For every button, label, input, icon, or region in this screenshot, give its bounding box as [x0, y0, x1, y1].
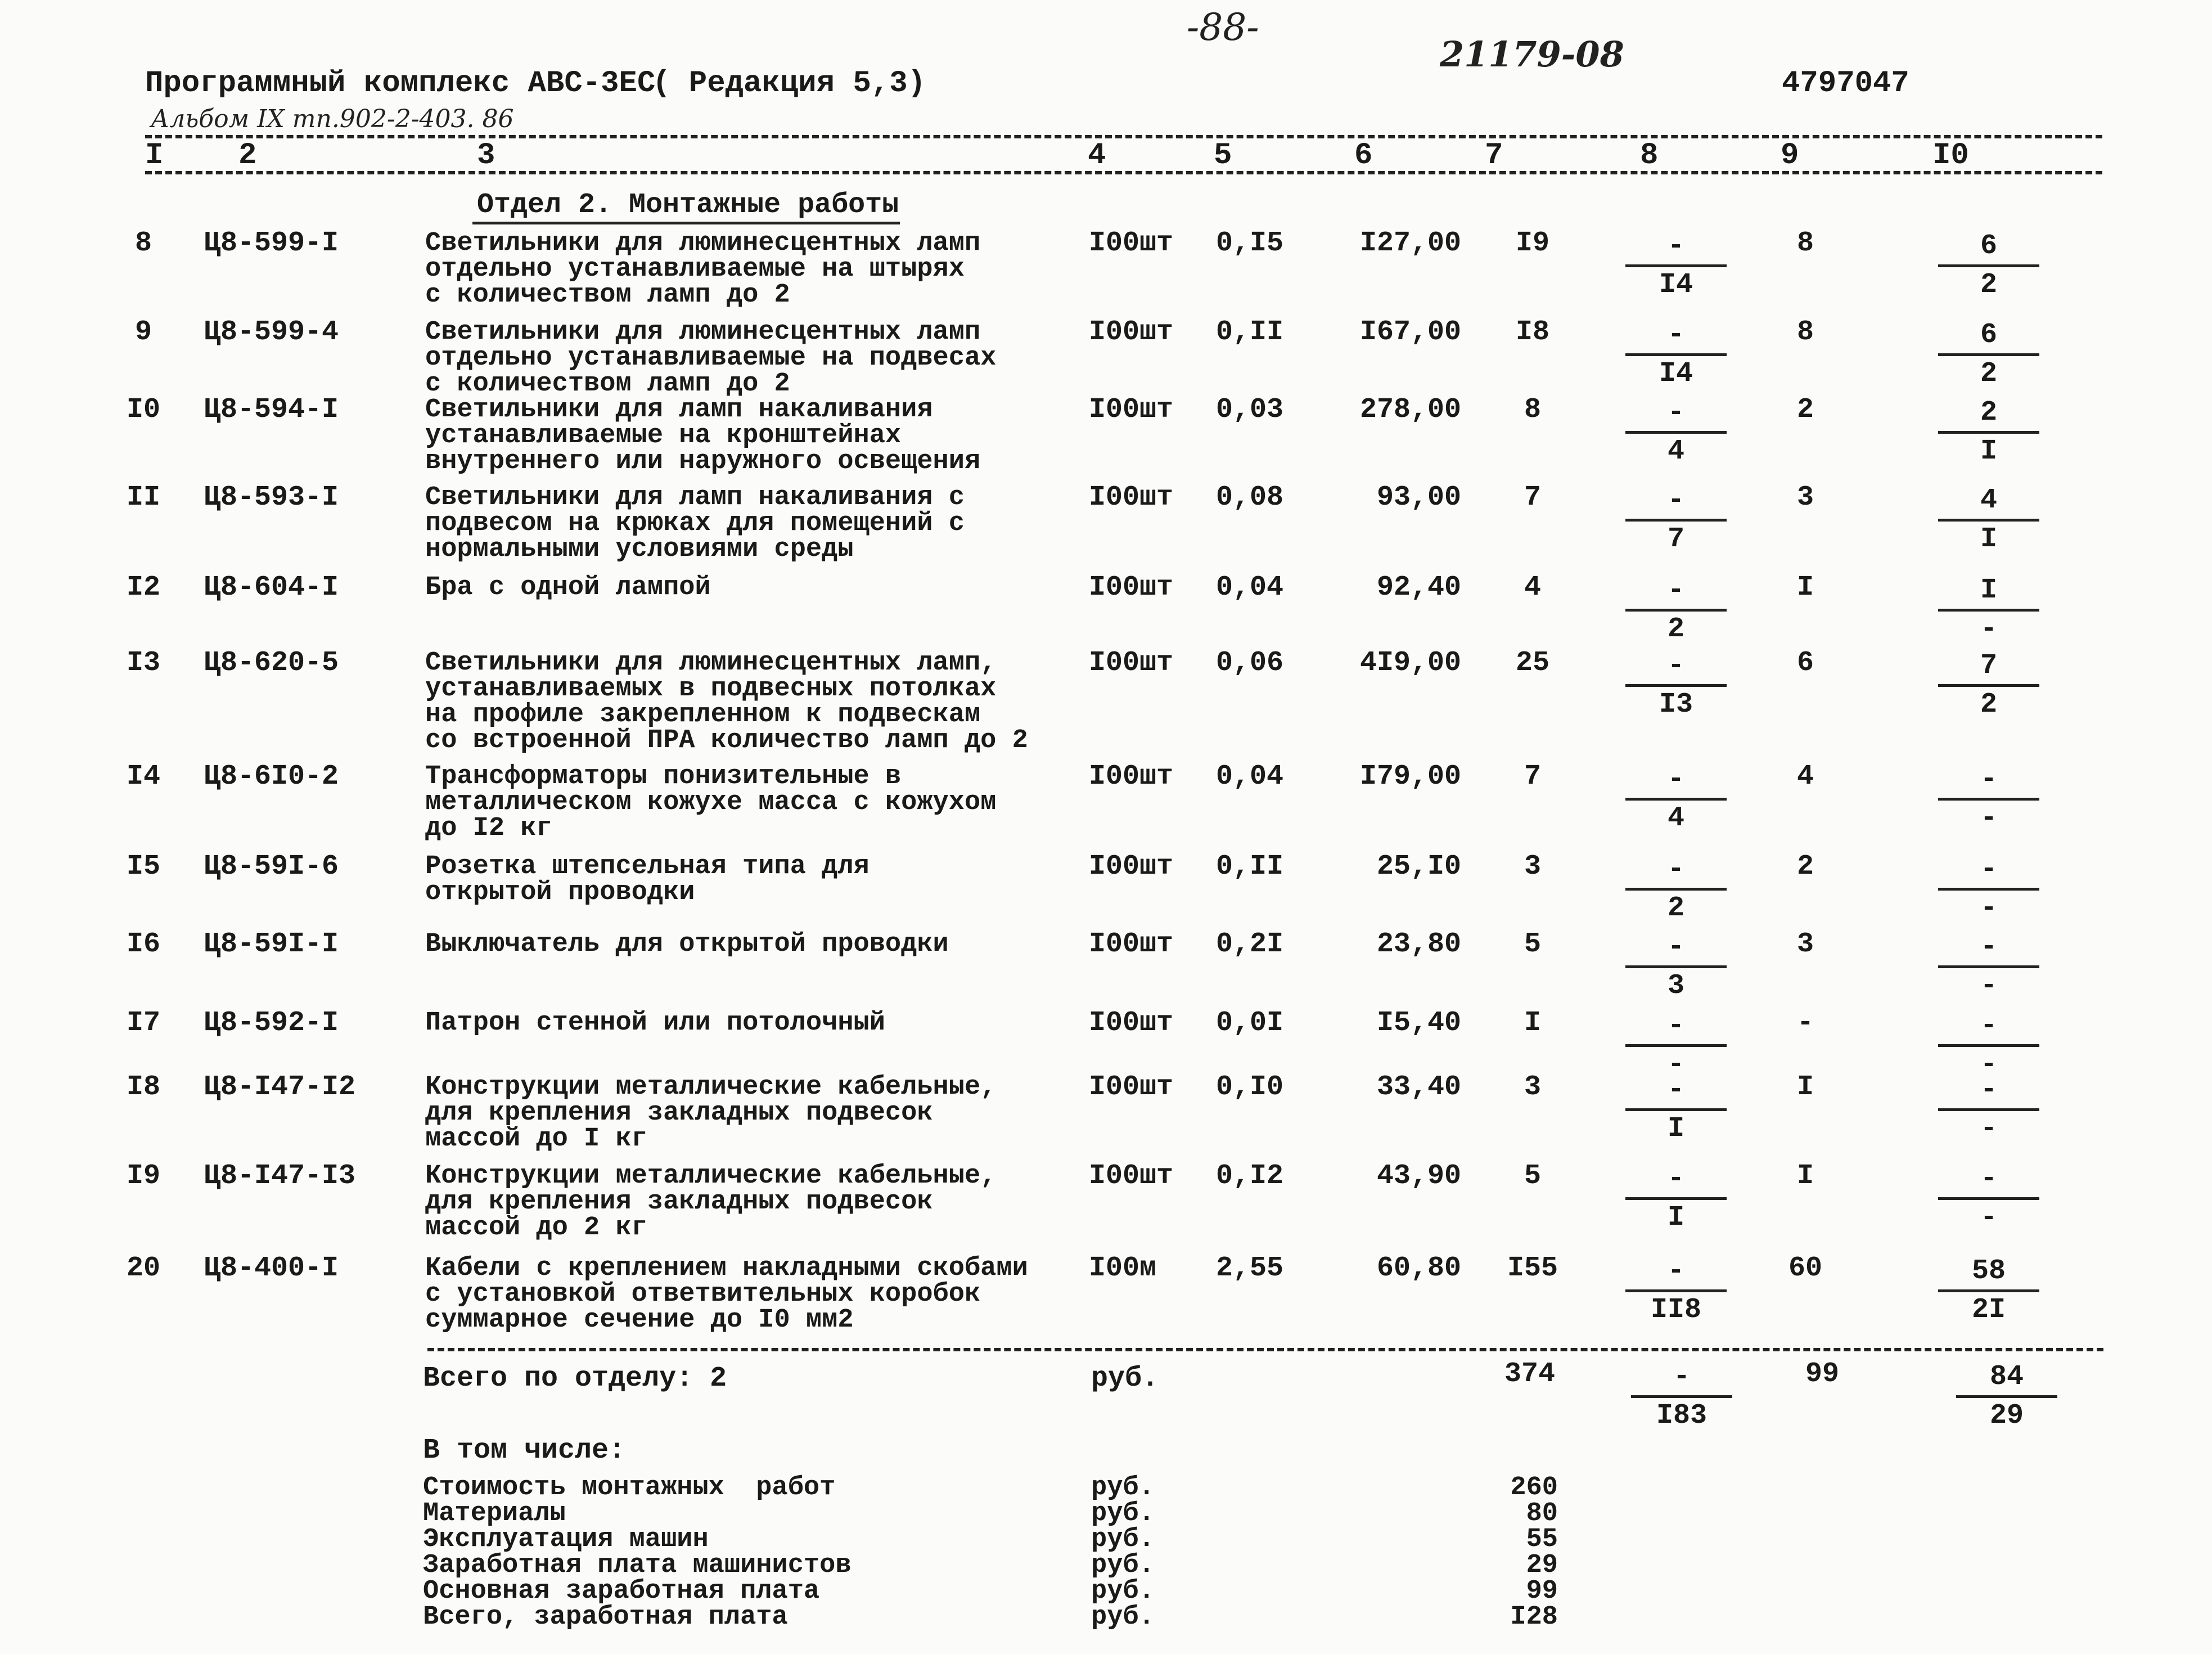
row-col8-fraction-top: - [1667, 319, 1684, 351]
row-total: 7 [1524, 761, 1541, 793]
row-col8-fraction [1625, 397, 1727, 468]
row-col10-fraction-bottom: - [1980, 892, 1997, 924]
row-total: 5 [1524, 928, 1541, 960]
row-col8-fraction [1625, 575, 1727, 645]
breakdown-unit: руб. [1091, 1525, 1155, 1554]
row-quantity: 0,03 [1216, 394, 1284, 426]
row-unit: I00шт [1089, 1007, 1174, 1039]
breakdown-label: Заработная плата машинистов [423, 1550, 852, 1580]
stamp-number: 21179-08 [1440, 34, 1624, 75]
row-col8-fraction [1625, 1075, 1727, 1145]
row-number: II [126, 482, 160, 514]
column-header: 9 [1781, 138, 1799, 173]
row-quantity: 0,04 [1216, 572, 1284, 604]
row-total: 3 [1524, 851, 1541, 883]
summary-label: Всего по отделу: 2 [423, 1363, 727, 1395]
breakdown-unit: руб. [1091, 1550, 1155, 1580]
breakdown-label: Материалы [423, 1499, 566, 1529]
row-col10-fraction-top: 7 [1980, 650, 1997, 682]
breakdown-value: 260 [1510, 1473, 1558, 1503]
row-col9: I [1796, 1071, 1814, 1103]
row-unit: I00шт [1089, 928, 1174, 960]
row-price: 23,80 [1376, 928, 1461, 960]
breakdown-label: Основная заработная плата [423, 1576, 820, 1606]
row-col10-fraction-bottom: - [1980, 802, 1997, 834]
summary-col10-fraction [1956, 1361, 2057, 1432]
row-col8-fraction [1625, 1010, 1727, 1081]
row-description: Выключатель для открытой проводки [425, 929, 949, 959]
column-header: 4 [1088, 138, 1106, 173]
row-col10-fraction-top: - [1980, 853, 1997, 886]
row-total: 4 [1524, 572, 1541, 604]
column-header: 6 [1354, 138, 1373, 173]
row-col8-fraction-bottom: I3 [1659, 689, 1693, 721]
row-col8-fraction-bottom: - [1667, 1049, 1684, 1081]
row-price: I5,40 [1376, 1007, 1461, 1039]
row-col8-fraction [1625, 1256, 1727, 1326]
row-col9: 6 [1796, 647, 1814, 679]
row-col8-fraction-top: - [1667, 853, 1684, 886]
breakdown-unit: руб. [1091, 1602, 1155, 1632]
summary-total: 374 [1504, 1358, 1555, 1390]
row-unit: I00м [1089, 1252, 1157, 1284]
column-header: 7 [1485, 138, 1503, 173]
row-unit: I00шт [1089, 227, 1174, 259]
row-col10-fraction-bottom: - [1980, 613, 1997, 645]
row-code: Ц8-604-I [204, 572, 339, 604]
row-total: I [1524, 1007, 1541, 1039]
including-label: В том числе: [423, 1435, 626, 1467]
row-col9: 8 [1796, 227, 1814, 259]
row-price: I27,00 [1359, 227, 1461, 259]
row-col10-fraction-top: - [1980, 1010, 1997, 1042]
row-col10-fraction-bottom: - [1980, 970, 1997, 1002]
row-col9: I [1796, 1160, 1814, 1192]
breakdown-value: 80 [1526, 1499, 1558, 1529]
header-bottom-rule [145, 171, 2102, 174]
row-col10-fraction-bottom: - [1980, 1202, 1997, 1234]
row-col10-fraction-bottom: 2 [1980, 358, 1997, 390]
row-unit: I00шт [1089, 1071, 1174, 1103]
row-number: I4 [126, 761, 160, 793]
row-description: Светильники для ламп накаливания с подвесом на крюках для помещений с нормальными условиями среды [425, 483, 965, 564]
row-col8-fraction-bottom: II8 [1650, 1294, 1701, 1326]
row-number: 8 [134, 227, 152, 259]
summary-col9: 99 [1805, 1358, 1839, 1390]
row-quantity: 2,55 [1216, 1252, 1284, 1284]
row-col10-fraction-top: 2 [1980, 397, 1997, 429]
row-col10-fraction [1938, 932, 2039, 1002]
row-col8-fraction-top: - [1667, 1074, 1684, 1106]
breakdown-label: Эксплуатация машин [423, 1525, 709, 1554]
row-code: Ц8-59I-6 [204, 851, 339, 883]
row-col8-fraction-top: - [1667, 397, 1684, 429]
row-col10-fraction [1938, 1075, 2039, 1145]
program-title: Программный комплекс АВС-3ЕС [145, 66, 656, 101]
row-col10-fraction [1938, 1010, 2039, 1081]
row-total: I55 [1507, 1252, 1558, 1284]
row-price: 278,00 [1359, 394, 1461, 426]
summary-col10-top: 84 [1989, 1361, 2024, 1393]
breakdown-value: 99 [1526, 1576, 1558, 1606]
row-quantity: 0,II [1216, 316, 1284, 348]
row-description: Светильники для люминесцентных ламп, устанавливаемых в подвесных потолках на профиле закрепленном к подвескам со встроенной ПРА количество ламп до 2 [425, 648, 1028, 756]
row-col10-fraction-top: 6 [1980, 230, 1997, 262]
row-code: Ц8-I47-I2 [204, 1071, 356, 1103]
row-col10-fraction-top: 6 [1980, 319, 1997, 351]
row-code: Ц8-620-5 [204, 647, 339, 679]
summary-col8-fraction [1631, 1361, 1732, 1432]
row-number: I2 [126, 572, 160, 604]
row-col8-fraction-bottom: 2 [1667, 613, 1684, 645]
row-unit: I00шт [1089, 482, 1174, 514]
row-col10-fraction [1938, 485, 2039, 555]
row-code: Ц8-594-I [204, 394, 339, 426]
row-number: I7 [126, 1007, 160, 1039]
row-unit: I00шт [1089, 572, 1174, 604]
row-col8-fraction-top: - [1667, 574, 1684, 606]
row-col10-fraction-top: - [1980, 1163, 1997, 1195]
row-col8-fraction [1625, 1163, 1727, 1234]
section-title-underline [472, 222, 900, 224]
row-col8-fraction-bottom: I4 [1659, 269, 1693, 301]
page-number: -88- [1187, 6, 1259, 49]
row-number: I8 [126, 1071, 160, 1103]
row-unit: I00шт [1089, 1160, 1174, 1192]
album-note: Альбом IX тп.902-2-403. 86 [151, 105, 514, 133]
row-col10-fraction [1938, 1163, 2039, 1234]
breakdown-label: Всего, заработная плата [423, 1602, 788, 1632]
row-quantity: 0,I5 [1216, 227, 1284, 259]
row-col8-fraction-bottom: I4 [1659, 358, 1693, 390]
row-number: 20 [126, 1252, 160, 1284]
row-col8-fraction-top: - [1667, 1163, 1684, 1195]
row-description: Светильники для ламп накаливания устанавливаемые на кронштейнах внутреннего или наружного освещения [425, 395, 981, 477]
row-col9: 8 [1796, 316, 1814, 348]
row-col9: I [1796, 572, 1814, 604]
row-quantity: 0,I2 [1216, 1160, 1284, 1192]
row-col8-fraction-bottom: 4 [1667, 435, 1684, 468]
row-description: Бра с одной лампой [425, 573, 711, 603]
row-quantity: 0,II [1216, 851, 1284, 883]
row-col8-fraction-bottom: I [1667, 1202, 1684, 1234]
row-col10-fraction-bottom: 2I [1971, 1294, 2006, 1326]
summary-rule [427, 1348, 2103, 1351]
row-col8-fraction-top: - [1667, 230, 1684, 262]
row-number: I3 [126, 647, 160, 679]
row-col10-fraction [1938, 320, 2039, 390]
row-col10-fraction [1938, 764, 2039, 834]
row-description: Розетка штепсельная типа для открытой проводки [425, 852, 870, 907]
breakdown-value: I28 [1510, 1602, 1558, 1632]
summary-col8-bottom: I83 [1656, 1400, 1707, 1432]
row-col8-fraction-top: - [1667, 1010, 1684, 1042]
row-price: 25,I0 [1376, 851, 1461, 883]
breakdown-unit: руб. [1091, 1499, 1155, 1529]
row-total: I8 [1515, 316, 1549, 348]
row-price: 92,40 [1376, 572, 1461, 604]
row-col10-fraction [1938, 231, 2039, 301]
row-description: Трансформаторы понизительные в металлическом кожухе масса с кожухом до I2 кг [425, 762, 997, 843]
row-col8-fraction [1625, 650, 1727, 721]
row-col10-fraction [1938, 854, 2039, 924]
row-col10-fraction [1938, 650, 2039, 721]
row-col8-fraction-bottom: 3 [1667, 970, 1684, 1002]
row-col10-fraction-top: - [1980, 1074, 1997, 1106]
row-description: Кабели с креплением накладными скобами с установкой ответвительных коробок суммарное сечение до I0 мм2 [425, 1253, 1028, 1335]
row-col10-fraction-bottom: - [1980, 1049, 1997, 1081]
row-code: Ц8-592-I [204, 1007, 339, 1039]
row-quantity: 0,04 [1216, 761, 1284, 793]
row-col8-fraction-bottom: 4 [1667, 802, 1684, 834]
row-price: 33,40 [1376, 1071, 1461, 1103]
row-col9: - [1796, 1007, 1814, 1039]
row-unit: I00шт [1089, 647, 1174, 679]
row-total: 5 [1524, 1160, 1541, 1192]
row-col9: 60 [1788, 1252, 1822, 1284]
row-col10-fraction-top: - [1980, 931, 1997, 963]
breakdown-value: 55 [1526, 1525, 1558, 1554]
row-quantity: 0,2I [1216, 928, 1284, 960]
row-col8-fraction [1625, 231, 1727, 301]
row-code: Ц8-I47-I3 [204, 1160, 356, 1192]
row-col10-fraction [1938, 1256, 2039, 1326]
row-col10-fraction-top: I [1980, 574, 1997, 606]
row-col8-fraction [1625, 932, 1727, 1002]
row-col10-fraction-top: 58 [1971, 1255, 2006, 1287]
row-total: 7 [1524, 482, 1541, 514]
row-description: Конструкции металлические кабельные, для крепления закладных подвесок массой до I кг [425, 1072, 997, 1154]
row-col10-fraction-bottom: - [1980, 1113, 1997, 1145]
row-price: I67,00 [1359, 316, 1461, 348]
row-unit: I00шт [1089, 316, 1174, 348]
row-number: I9 [126, 1160, 160, 1192]
row-code: Ц8-593-I [204, 482, 339, 514]
row-description: Светильники для люминесцентных ламп отдельно устанавливаемые на подвесах с количеством ламп до 2 [425, 317, 997, 399]
row-quantity: 0,06 [1216, 647, 1284, 679]
row-description: Конструкции металлические кабельные, для крепления закладных подвесок массой до 2 кг [425, 1161, 997, 1243]
column-header: 2 [238, 138, 257, 173]
row-col8-fraction-top: - [1667, 650, 1684, 682]
row-code: Ц8-400-I [204, 1252, 339, 1284]
breakdown-value: 29 [1526, 1550, 1558, 1580]
row-col10-fraction-bottom: I [1980, 523, 1997, 555]
breakdown-label: Стоимость монтажных работ [423, 1473, 836, 1503]
row-code: Ц8-6I0-2 [204, 761, 339, 793]
row-code: Ц8-59I-I [204, 928, 339, 960]
row-total: 25 [1515, 647, 1549, 679]
row-col8-fraction-bottom: 2 [1667, 892, 1684, 924]
breakdown-unit: руб. [1091, 1576, 1155, 1606]
column-header: I [145, 138, 164, 173]
row-quantity: 0,08 [1216, 482, 1284, 514]
row-col10-fraction [1938, 397, 2039, 468]
row-col9: 3 [1796, 928, 1814, 960]
column-header: 8 [1640, 138, 1659, 173]
header-top-rule [145, 135, 2102, 138]
column-header: 3 [477, 138, 495, 173]
row-code: Ц8-599-I [204, 227, 339, 259]
row-description: Патрон стенной или потолочный [425, 1008, 885, 1038]
row-col10-fraction-bottom: 2 [1980, 689, 1997, 721]
row-total: I9 [1515, 227, 1549, 259]
row-number: 9 [134, 316, 152, 348]
breakdown-unit: руб. [1091, 1473, 1155, 1503]
document-code: 4797047 [1782, 66, 1909, 101]
row-unit: I00шт [1089, 394, 1174, 426]
row-col10-fraction-bottom: I [1980, 435, 1997, 468]
column-header: 5 [1214, 138, 1232, 173]
row-total: 3 [1524, 1071, 1541, 1103]
column-header: I0 [1932, 138, 1969, 173]
row-quantity: 0,0I [1216, 1007, 1284, 1039]
row-col9: 3 [1796, 482, 1814, 514]
row-unit: I00шт [1089, 761, 1174, 793]
summary-col10-bottom: 29 [1989, 1400, 2024, 1432]
row-col10-fraction-top: - [1980, 763, 1997, 795]
row-col10-fraction-bottom: 2 [1980, 269, 1997, 301]
row-code: Ц8-599-4 [204, 316, 339, 348]
row-price: 93,00 [1376, 482, 1461, 514]
row-description: Светильники для люминесцентных ламп отдельно устанавливаемые на штырях с количеством ламп до 2 [425, 228, 981, 310]
row-price: 4I9,00 [1359, 647, 1461, 679]
row-total: 8 [1524, 394, 1541, 426]
section-title: Отдел 2. Монтажные работы [477, 189, 899, 221]
edition-label: ( Редакция 5,3) [652, 66, 926, 101]
row-price: I79,00 [1359, 761, 1461, 793]
row-col8-fraction-top: - [1667, 763, 1684, 795]
row-number: I0 [126, 394, 160, 426]
row-number: I6 [126, 928, 160, 960]
row-col8-fraction-top: - [1667, 931, 1684, 963]
row-col8-fraction-top: - [1667, 1255, 1684, 1287]
row-col8-fraction-bottom: I [1667, 1113, 1684, 1145]
row-price: 60,80 [1376, 1252, 1461, 1284]
row-price: 43,90 [1376, 1160, 1461, 1192]
row-number: I5 [126, 851, 160, 883]
row-col8-fraction [1625, 485, 1727, 555]
row-col8-fraction [1625, 854, 1727, 924]
row-col10-fraction [1938, 575, 2039, 645]
row-col8-fraction-bottom: 7 [1667, 523, 1684, 555]
row-col8-fraction [1625, 764, 1727, 834]
summary-unit: руб. [1091, 1363, 1159, 1395]
row-col9: 2 [1796, 394, 1814, 426]
row-col9: 4 [1796, 761, 1814, 793]
row-col8-fraction [1625, 320, 1727, 390]
summary-col8-top: - [1673, 1361, 1690, 1393]
row-col10-fraction-top: 4 [1980, 484, 1997, 516]
row-col8-fraction-top: - [1667, 484, 1684, 516]
row-col9: 2 [1796, 851, 1814, 883]
row-quantity: 0,I0 [1216, 1071, 1284, 1103]
row-unit: I00шт [1089, 851, 1174, 883]
